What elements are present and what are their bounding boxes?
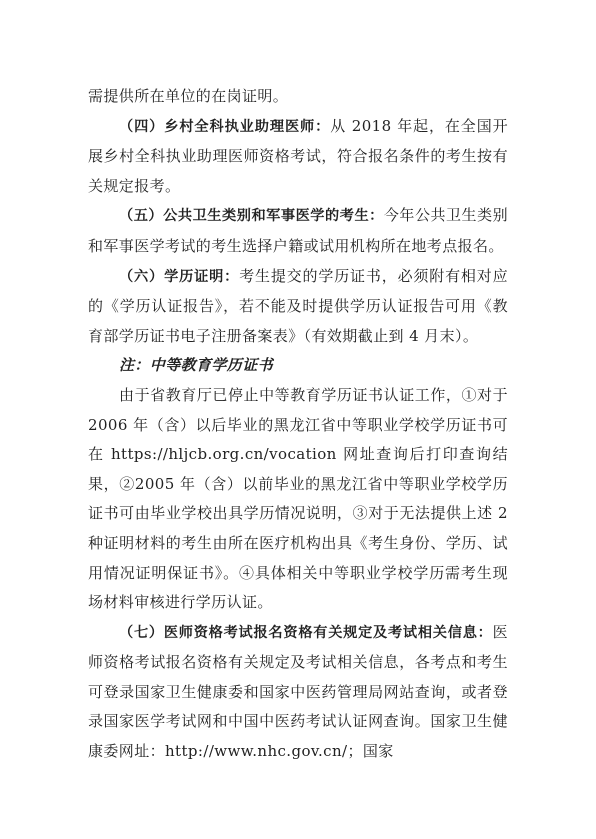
paragraph-text: 需提供所在单位的在岗证明。	[88, 87, 289, 105]
paragraph-continuation	[88, 82, 508, 112]
paragraph-text: 从 2018 年起，在全国开展乡村全科执业助理医师资格考试，符合报名条件的考生按有关规定报考。	[88, 116, 508, 195]
note-heading	[88, 351, 508, 381]
paragraph-text: 由于省教育厅已停止中等教育学历证书认证工作，①对于 2006 年（含）以后毕业的黑龙江省中等职业学校学历证书可在 https://hljcb.org.cn/vocation 网址查询后打印查询结果，②2005 年（含）以前毕业的黑龙江省中等职业学校学历证书可由毕业学校出具学历情况说明，③对于无法提供上述 2 种证明材料的考生由所在医疗机构出具《考生身份、学历、试用情况证明保证书》。④具体相关中等职业学校学历需考生现场材料审核进行学历认证。	[88, 385, 508, 612]
paragraph-registration-info	[88, 618, 508, 767]
note-title: 注：中等教育学历证书	[119, 356, 274, 375]
paragraph-heading: （七）医师资格考试报名资格有关规定及考试相关信息：	[119, 624, 493, 641]
paragraph-public-health-military	[88, 201, 508, 261]
paragraph-heading: （六）学历证明：	[119, 268, 240, 285]
paragraph-secondary-education-note	[88, 381, 508, 618]
paragraph-text: 考生提交的学历证书，必须附有相对应的《学历认证报告》，若不能及时提供学历认证报告可用《教育部学历证书电子注册备案表》（有效期截止到 4 月末）。	[88, 266, 508, 345]
paragraph-heading: （五）公共卫生类别和军事医学的考生：	[119, 208, 384, 225]
paragraph-text: 医师资格考试报名资格有关规定及考试相关信息，各考点和考生可登录国家卫生健康委和国家中医药管理局网站查询，或者登录国家医学考试网和中国中医药考试认证网查询。国家卫生健康委网址：http://www.nhc.gov.cn/；国家	[88, 622, 508, 761]
paragraph-heading: （四）乡村全科执业助理医师：	[119, 118, 331, 135]
paragraph-text: 今年公共卫生类别和军事医学考试的考生选择户籍或试用机构所在地考点报名。	[88, 206, 509, 255]
paragraph-rural-assistant-physician	[88, 112, 508, 202]
paragraph-education-certificate	[88, 262, 508, 352]
